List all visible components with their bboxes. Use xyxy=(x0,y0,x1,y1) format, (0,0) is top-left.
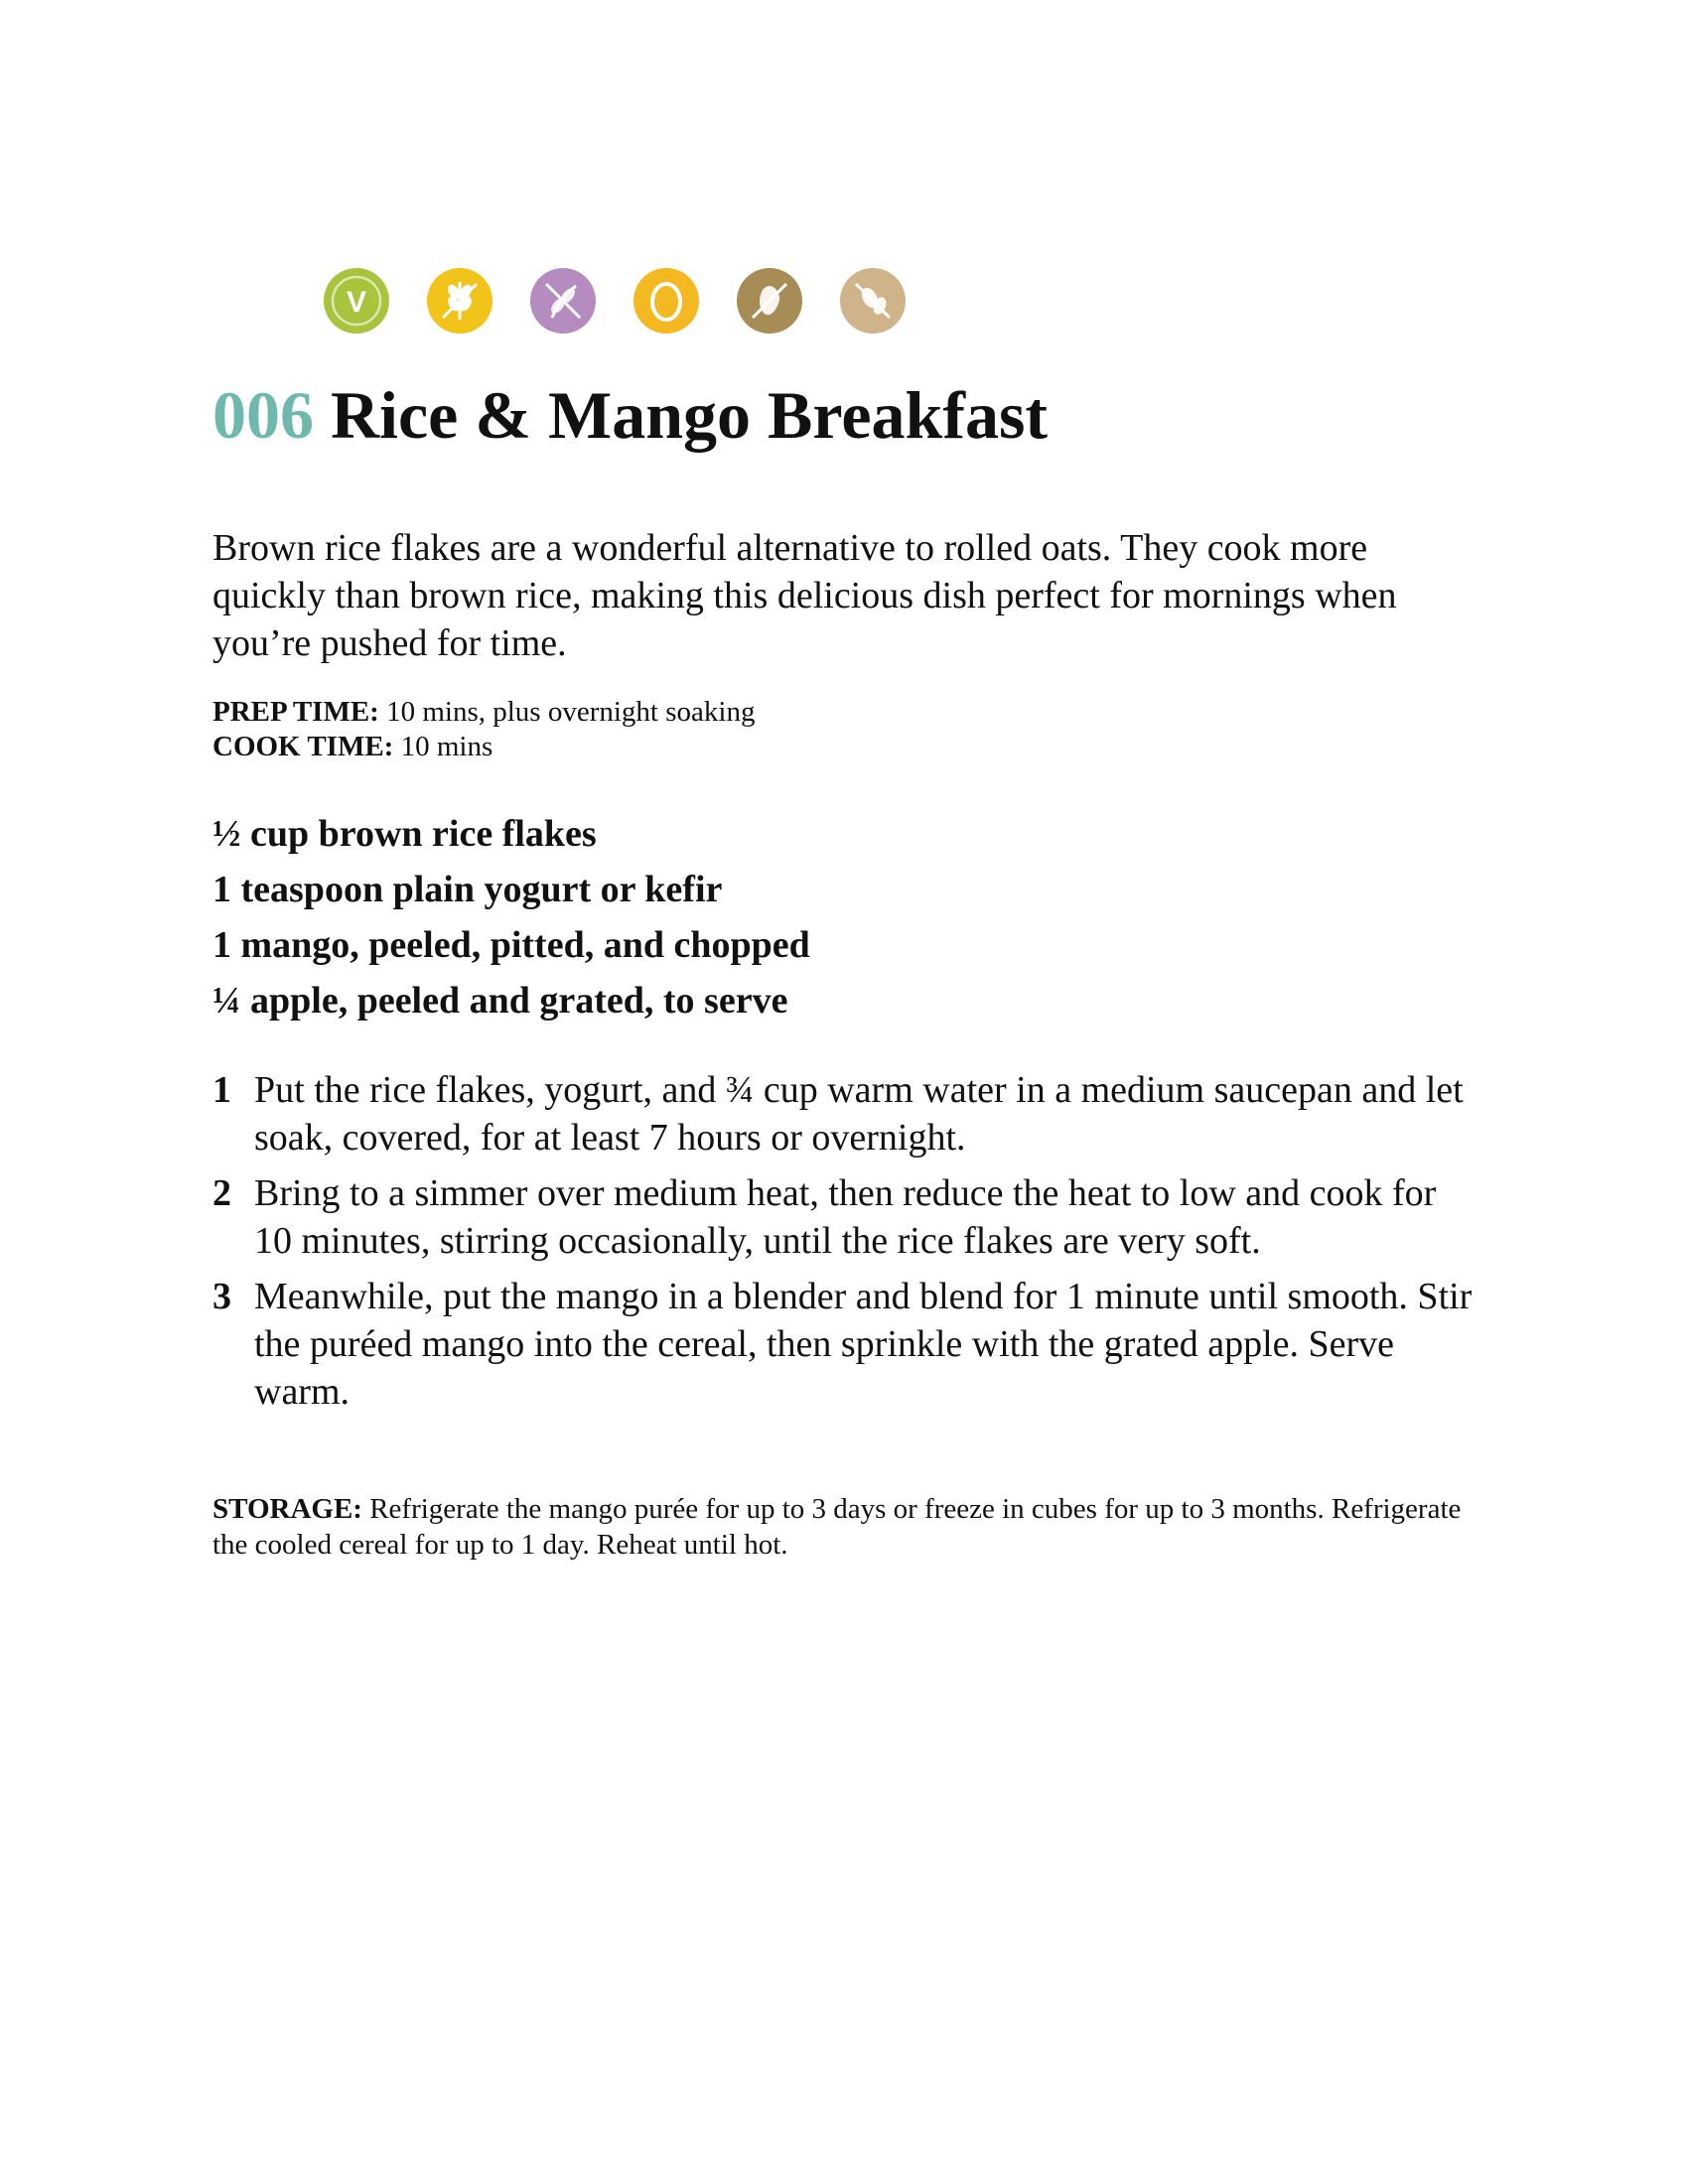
ingredients-list xyxy=(212,806,810,1028)
vegetarian-icon xyxy=(324,268,389,334)
dietary-icons xyxy=(324,268,906,334)
prep-time-value: 10 mins, plus overnight soaking xyxy=(378,696,756,728)
ingredient-item: ¼ apple, peeled and grated, to serve xyxy=(212,980,788,1022)
recipe-name: Rice & Mango Breakfast xyxy=(331,377,1049,453)
method-step xyxy=(212,1169,1474,1265)
step-text: Bring to a simmer over medium heat, then reduce the heat to low and cook for 10 minutes, stirring occasionally, until the rice flakes are very soft. xyxy=(254,1172,1437,1262)
prep-time-label: PREP TIME: xyxy=(212,696,379,728)
egg-free-icon xyxy=(633,268,699,334)
step-text: Put the rice flakes, yogurt, and ¾ cup warm water in a medium saucepan and let soak, covered, for at least 7 hours or overnight. xyxy=(254,1069,1464,1159)
seed-free-icon xyxy=(840,268,906,334)
step-number: 3 xyxy=(212,1276,231,1317)
method-step xyxy=(212,1066,1474,1161)
method-steps xyxy=(212,1066,1474,1424)
cook-time-label: COOK TIME: xyxy=(212,731,394,762)
step-text: Meanwhile, put the mango in a blender and blend for 1 minute until smooth. Stir the puréed mango into the cereal, then sprinkle with the grated apple. Serve warm. xyxy=(254,1276,1473,1413)
storage-label: STORAGE: xyxy=(212,1493,362,1525)
ingredient-item: ½ cup brown rice flakes xyxy=(212,813,597,855)
ingredient-item: 1 mango, peeled, pitted, and chopped xyxy=(212,924,810,966)
svg-text:V: V xyxy=(346,286,367,319)
step-number: 1 xyxy=(212,1069,231,1111)
cook-time-value: 10 mins xyxy=(393,731,493,762)
recipe-times xyxy=(212,695,755,764)
prep-time xyxy=(212,695,755,730)
recipe-intro: Brown rice flakes are a wonderful alternative to rolled oats. They cook more quickly than brown rice, making this delicious dish perfect for mornings when you’re pushed for time. xyxy=(212,527,1397,664)
recipe-title xyxy=(212,375,1048,455)
storage-note xyxy=(212,1491,1474,1563)
ingredient-item: 1 teaspoon plain yogurt or kefir xyxy=(212,869,723,910)
method-step xyxy=(212,1273,1474,1416)
step-number: 2 xyxy=(212,1172,231,1214)
gluten-free-icon xyxy=(530,268,596,334)
wheat-free-icon xyxy=(427,268,492,334)
storage-text: Refrigerate the mango purée for up to 3 days or freeze in cubes for up to 3 months. Refrigerate the cooled cereal for up to 1 day. Reheat until hot. xyxy=(212,1493,1462,1561)
nut-free-icon xyxy=(737,268,802,334)
cook-time xyxy=(212,730,755,764)
recipe-number: 006 xyxy=(212,377,314,453)
